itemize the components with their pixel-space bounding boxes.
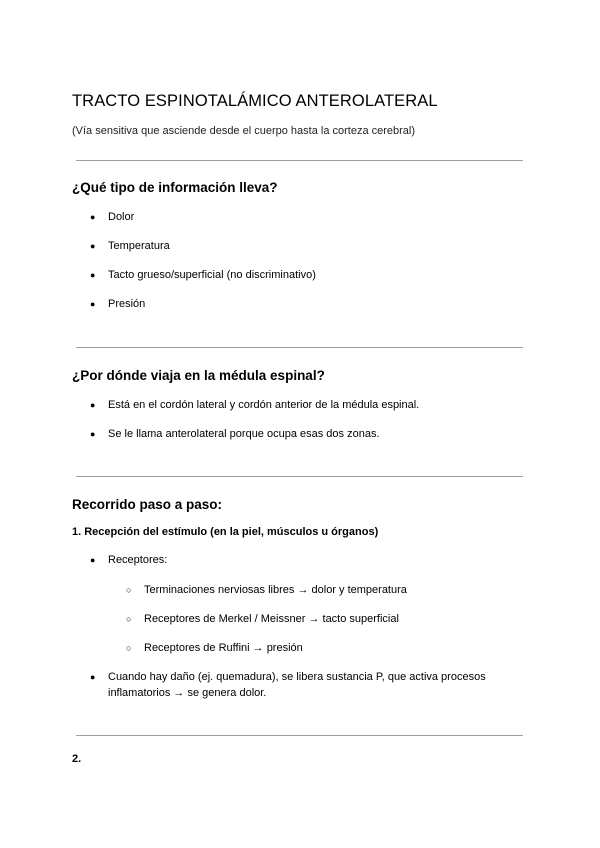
sub-bullet-icon: ○	[126, 614, 132, 624]
divider	[76, 347, 523, 348]
bullet-icon: ●	[90, 400, 96, 410]
divider	[76, 160, 523, 161]
section-heading-route: ¿Por dónde viaja en la médula espinal?	[72, 368, 325, 383]
document-subtitle: (Vía sensitiva que asciende desde el cuerpo hasta la corteza cerebral)	[72, 125, 416, 137]
divider	[76, 735, 523, 736]
step-2-label: 2.	[72, 753, 82, 765]
section-heading-information: ¿Qué tipo de información lleva?	[72, 180, 278, 195]
sub-bullet-icon: ○	[126, 643, 132, 653]
divider	[76, 476, 523, 477]
sub-bullet-icon: ○	[126, 585, 132, 595]
bullet-icon: ●	[90, 555, 96, 565]
document-title: TRACTO ESPINOTALÁMICO ANTEROLATERAL	[72, 92, 438, 110]
section-heading-pathway: Recorrido paso a paso:	[72, 497, 223, 512]
bullet-icon: ●	[90, 241, 96, 251]
bullet-icon: ●	[90, 212, 96, 222]
bullet-icon: ●	[90, 299, 96, 309]
bullet-icon: ●	[90, 429, 96, 439]
bullet-icon: ●	[90, 672, 96, 682]
step-1-label: 1. Recepción del estímulo (en la piel, músculos u órganos)	[72, 526, 379, 538]
bullet-icon: ●	[90, 270, 96, 280]
document-page: TRACTO ESPINOTALÁMICO ANTEROLATERAL (Vía sensitiva que asciende desde el cuerpo hasta la corteza cerebral) ¿Qué tipo de información lleva? ● Dolor ● Temperatura ● Tacto grueso/superficial (no discriminativo) ● Presión ¿Por dónde viaja en la médula espinal? ● Está en el cordón lateral y cordón anterior de la médula espinal. ● Se le llama anterolateral porque ocupa esas dos zonas. Recorrido paso a paso: 1. Recepción del estímulo (en la piel, músculos u órganos) ● Receptores: ○ Terminaciones nerviosas libres → dolor y temperatura ○ Receptores de Merkel / Meissner → tacto superficial ○ Receptores de Ruffini → presión ● Cuando hay daño (ej. quemadura), se libera sustancia P, que activa procesos inflamatorios → se genera dolor. 2.	[0, 0, 600, 848]
